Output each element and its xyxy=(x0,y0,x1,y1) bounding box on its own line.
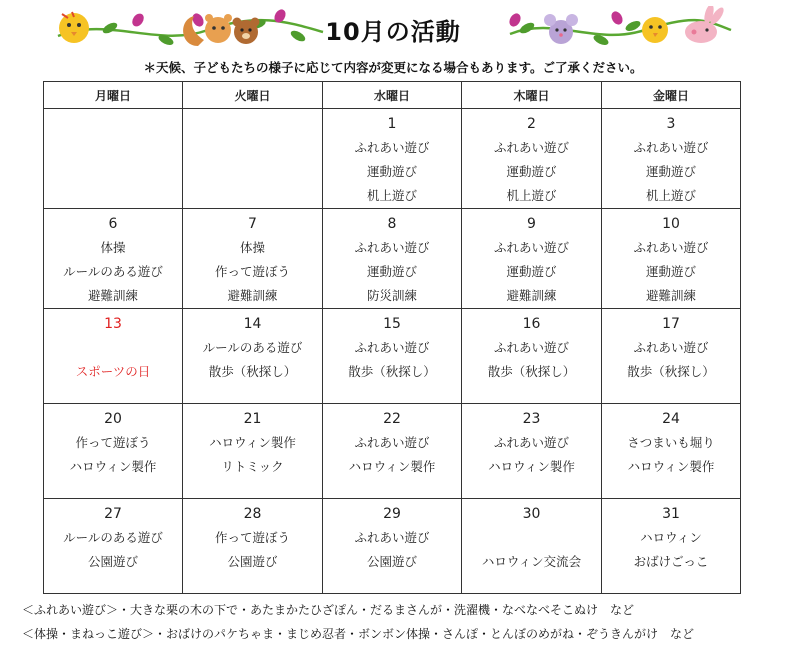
week-row xyxy=(44,499,741,594)
activity-item: 避難訓練 xyxy=(87,288,138,303)
activity-item xyxy=(44,336,182,360)
week-row xyxy=(44,309,741,404)
day-cell xyxy=(602,404,741,499)
activity-item: ふれあい遊び xyxy=(354,140,430,155)
day-number: 16 xyxy=(522,316,541,332)
day-cell xyxy=(462,109,602,209)
weekday-header: 金曜日 xyxy=(602,82,741,109)
day-number: 21 xyxy=(243,411,262,427)
day-number: 30 xyxy=(522,506,541,522)
day-cell xyxy=(183,404,323,499)
schedule-note: ＊天候、子どもたちの様子に応じて内容が変更になる場合もあります。ご了承ください。 xyxy=(143,60,643,75)
day-cell xyxy=(44,209,183,309)
activity-item: 散歩（秋探し） xyxy=(627,364,715,379)
activity-item: 作って遊ぼう xyxy=(214,264,290,279)
day-cell xyxy=(602,109,741,209)
day-number: 10 xyxy=(662,216,680,232)
chick-icon xyxy=(642,17,668,43)
activity-item: ふれあい遊び xyxy=(493,435,569,450)
activity-item: ふれあい遊び xyxy=(633,140,709,155)
day-cell xyxy=(462,209,602,309)
week-row xyxy=(44,404,741,499)
activity-footnotes xyxy=(22,598,694,646)
activity-item: ルールのある遊び xyxy=(202,340,303,355)
activity-item: ハロウィン交流会 xyxy=(481,554,582,569)
activity-item: 散歩（秋探し） xyxy=(208,364,297,379)
day-cell xyxy=(462,404,602,499)
activity-item: ハロウィン製作 xyxy=(209,435,296,450)
day-cell xyxy=(602,499,741,594)
week-row xyxy=(44,109,741,209)
day-number xyxy=(183,112,322,136)
activity-item: 防災訓練 xyxy=(366,288,417,303)
activity-item: 避難訓練 xyxy=(506,288,557,303)
day-number: 9 xyxy=(527,216,536,232)
activity-item: ふれあい遊び xyxy=(493,340,569,355)
activity-item: 机上遊び xyxy=(645,188,696,203)
activity-item: ふれあい遊び xyxy=(354,530,430,545)
activity-calendar xyxy=(43,81,741,594)
activity-item: 体操 xyxy=(239,240,265,255)
day-number: 13 xyxy=(104,316,122,332)
day-cell xyxy=(183,209,323,309)
activity-item: 散歩（秋探し） xyxy=(487,364,576,379)
activity-item: 散歩（秋探し） xyxy=(348,364,436,379)
activity-item: ハロウィン製作 xyxy=(627,459,715,474)
vine-decoration-right xyxy=(505,6,735,52)
day-number: 14 xyxy=(243,316,262,332)
weekday-header: 火曜日 xyxy=(183,82,323,109)
activity-item: 公園遊び xyxy=(366,554,417,569)
activity-item: 避難訓練 xyxy=(645,288,696,303)
activity-item: ハロウィン xyxy=(640,530,702,545)
day-cell xyxy=(183,309,323,404)
activity-item: 避難訓練 xyxy=(227,288,278,303)
activity-item: ルールのある遊び xyxy=(63,530,163,545)
day-cell xyxy=(183,109,323,209)
activity-item: さつまいも堀り xyxy=(627,435,715,450)
footnote-fureai: ＜ふれあい遊び＞・大きな栗の木の下で・あたまかたひざぽん・だるまさんが・洗濯機・なべなべそこぬけ など xyxy=(22,603,635,617)
day-number: 2 xyxy=(527,116,536,132)
activity-item: ふれあい遊び xyxy=(354,340,430,355)
activity-item: ルールのある遊び xyxy=(63,264,163,279)
activity-item: ハロウィン製作 xyxy=(348,459,436,474)
day-number: 17 xyxy=(662,316,680,332)
day-number: 29 xyxy=(383,506,401,522)
page-title: 10月の活動 xyxy=(325,18,461,46)
weekday-header: 木曜日 xyxy=(462,82,602,109)
day-number: 6 xyxy=(108,216,118,232)
activity-item: ふれあい遊び xyxy=(354,240,430,255)
activity-item xyxy=(462,526,601,550)
activity-item: スポーツの日 xyxy=(75,364,151,379)
day-number: 24 xyxy=(662,411,680,427)
activity-item: ふれあい遊び xyxy=(493,240,569,255)
activity-item: ハロウィン製作 xyxy=(69,459,157,474)
day-cell xyxy=(44,404,183,499)
activity-item: 作って遊ぼう xyxy=(214,530,290,545)
day-number: 22 xyxy=(383,411,401,427)
day-number: 28 xyxy=(243,506,262,522)
activity-item: リトミック xyxy=(221,459,284,474)
day-cell xyxy=(183,499,323,594)
day-cell xyxy=(323,404,462,499)
day-cell xyxy=(602,209,741,309)
activity-item: ふれあい遊び xyxy=(633,240,709,255)
activity-item: 運動遊び xyxy=(366,264,417,279)
activity-item: 作って遊ぼう xyxy=(75,435,151,450)
activity-item: 運動遊び xyxy=(366,164,417,179)
activity-item: おばけごっこ xyxy=(633,554,709,569)
activity-item: 机上遊び xyxy=(366,188,417,203)
day-number: 27 xyxy=(104,506,122,522)
activity-item: ふれあい遊び xyxy=(633,340,709,355)
day-cell xyxy=(323,499,462,594)
activity-item: 公園遊び xyxy=(87,554,138,569)
activity-item: 公園遊び xyxy=(227,554,278,569)
day-number xyxy=(44,112,182,136)
day-number: 20 xyxy=(104,411,122,427)
weekday-header: 月曜日 xyxy=(44,82,183,109)
day-cell xyxy=(323,309,462,404)
week-row xyxy=(44,209,741,309)
day-cell xyxy=(44,309,183,404)
footnote-taiso: ＜体操・まねっこ遊び＞・おばけのパケちゃま・まじめ忍者・ボンボン体操・さんぽ・とんぼのめがね・ぞうきんがけ など xyxy=(22,627,695,641)
day-cell xyxy=(323,109,462,209)
header xyxy=(0,0,786,52)
day-cell xyxy=(323,209,462,309)
day-number: 7 xyxy=(248,216,257,232)
weekday-header-row xyxy=(44,82,741,109)
activity-item: 運動遊び xyxy=(645,264,696,279)
day-cell xyxy=(44,109,183,209)
activity-item: ふれあい遊び xyxy=(493,140,569,155)
activity-item: 運動遊び xyxy=(506,264,557,279)
activity-item: ふれあい遊び xyxy=(354,435,430,450)
day-number: 15 xyxy=(383,316,401,332)
activity-item: 運動遊び xyxy=(645,164,696,179)
day-number: 1 xyxy=(387,116,397,132)
day-number: 23 xyxy=(522,411,541,427)
day-number: 8 xyxy=(387,216,397,232)
activity-item: 机上遊び xyxy=(506,188,557,203)
day-cell xyxy=(462,499,602,594)
day-number: 31 xyxy=(662,506,680,522)
activity-item: ハロウィン製作 xyxy=(488,459,575,474)
weekday-header: 水曜日 xyxy=(323,82,462,109)
day-cell xyxy=(602,309,741,404)
activity-item: 体操 xyxy=(100,240,126,255)
day-number: 3 xyxy=(666,116,676,132)
day-cell xyxy=(44,499,183,594)
activity-item: 運動遊び xyxy=(506,164,557,179)
day-cell xyxy=(462,309,602,404)
